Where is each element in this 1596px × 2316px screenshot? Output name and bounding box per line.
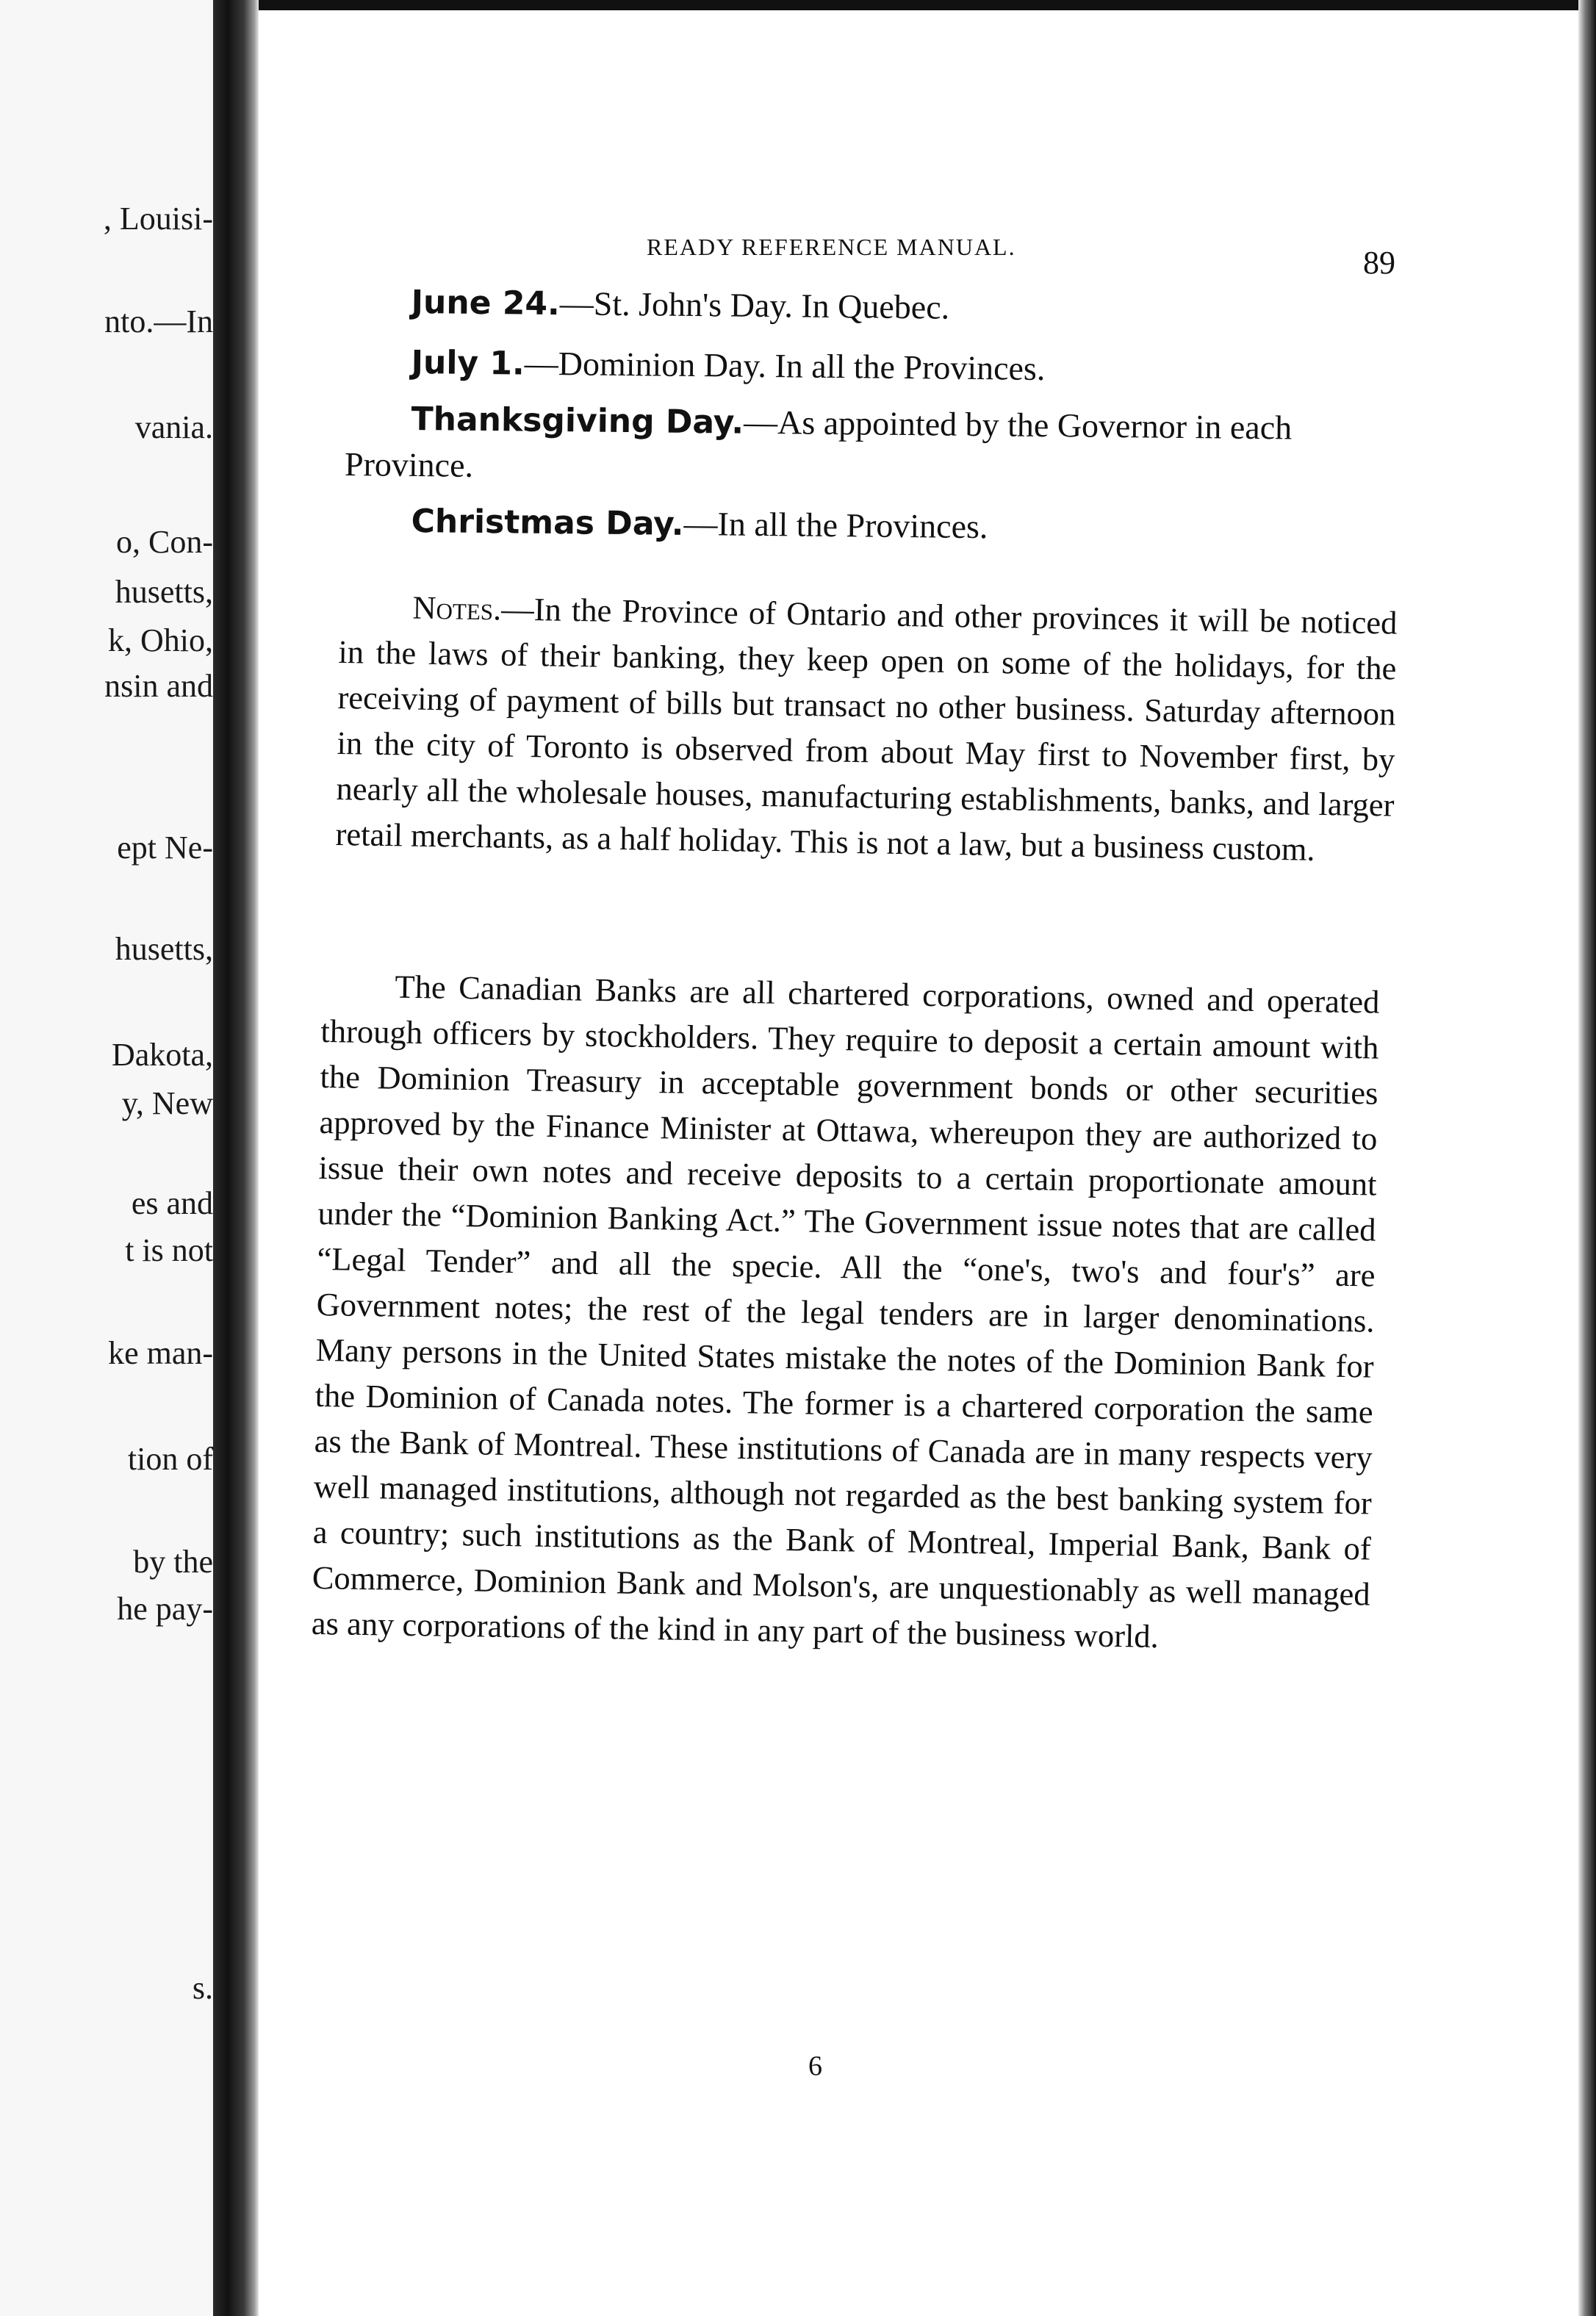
holiday-name: Christmas Day. [411,502,684,543]
left-page-fragment: ept Ne- [117,830,213,866]
left-page-fragment: es and [131,1185,213,1221]
left-page-fragment: by the [133,1544,213,1580]
left-facing-page [0,0,213,2316]
running-head: READY REFERENCE MANUAL. [647,234,1016,260]
holiday-text: —As appointed by the Governor in each Province. [344,403,1293,484]
left-page-fragment: k, Ohio, [108,622,213,658]
left-page-fragment: husetts, [115,574,213,610]
holiday-text: —Dominion Day. In all the Provinces. [524,344,1046,388]
holiday-name: Thanksgiving Day. [411,400,744,442]
left-page-fragment: o, Con- [116,524,213,560]
holiday-text: —St. John's Day. In Quebec. [559,284,950,326]
notes-text: —In the Province of Ontario and other provinces it will be noticed in the laws of their banking, they keep open on some of the holidays, for the receiving of payment of bills but transact no other business. Saturday afternoon in the city of Toronto is observed from about May first to November first, by nearly all the wholesale houses, manufacturing establishments, banks, and larger retail merchants, as a half holiday. This is not a law, but a business custom. [335,590,1398,868]
left-page-fragment: , Louisi- [103,201,213,237]
left-page-fragment: y, New [121,1085,213,1121]
notes-label: Notes. [412,589,502,627]
holiday-entry [345,395,1411,498]
left-page-fragment: husetts, [115,931,213,967]
left-page-fragment: vania. [134,409,213,445]
holiday-text: —In all the Provinces. [683,504,988,546]
left-page-fragment: he pay- [117,1591,213,1627]
banks-paragraph: The Canadian Banks are all chartered corporations, owned and operated through officers by stockholders. They require to deposit a certain amount with the Dominion Treasury in acceptable government bonds or other securities approved by the Finance Minister at Ottawa, whereupon they are authorized to issue their own notes and receive deposits to a certain proportionate amount under the “Dominion Banking Act.” The Government issue notes that are called “Legal Tender” and all the specie. All the “one's, two's and four's” are Government notes; the rest of the legal tenders are in larger denominations. Many persons in the United States mistake the notes of the Dominion Bank for the Dominion of Canada notes. The former is a chartered corporation the same as the Bank of Montreal. These institutions of Canada are in many respects very well managed institutions, although not regarded as the best banking system for a country; such institutions as the Bank of Montreal, Imperial Bank, Bank of Commerce, Dominion Bank and Molson's, are unquestionably as well managed as any corporations of the kind in any part of the business world. [311,968,1380,1655]
left-page-fragment: nsin and [104,668,213,704]
left-page-fragment: s. [192,1970,213,2006]
holiday-name: July 1. [411,343,525,383]
book-gutter [213,0,259,2316]
left-page-fragment: Dakota, [111,1037,213,1073]
scan-right-edge [1578,0,1596,2316]
scan-top-edge [259,0,1578,10]
notes-paragraph [335,583,1398,874]
left-page-fragment: t is not [125,1232,213,1268]
signature-mark: 6 [808,2051,822,2082]
left-page-fragment: nto.—In [104,303,213,339]
left-page-fragment: ke man- [108,1335,213,1371]
page-number: 89 [1363,245,1395,281]
left-page-fragment: tion of [127,1441,213,1477]
holiday-name: June 24. [411,283,561,323]
